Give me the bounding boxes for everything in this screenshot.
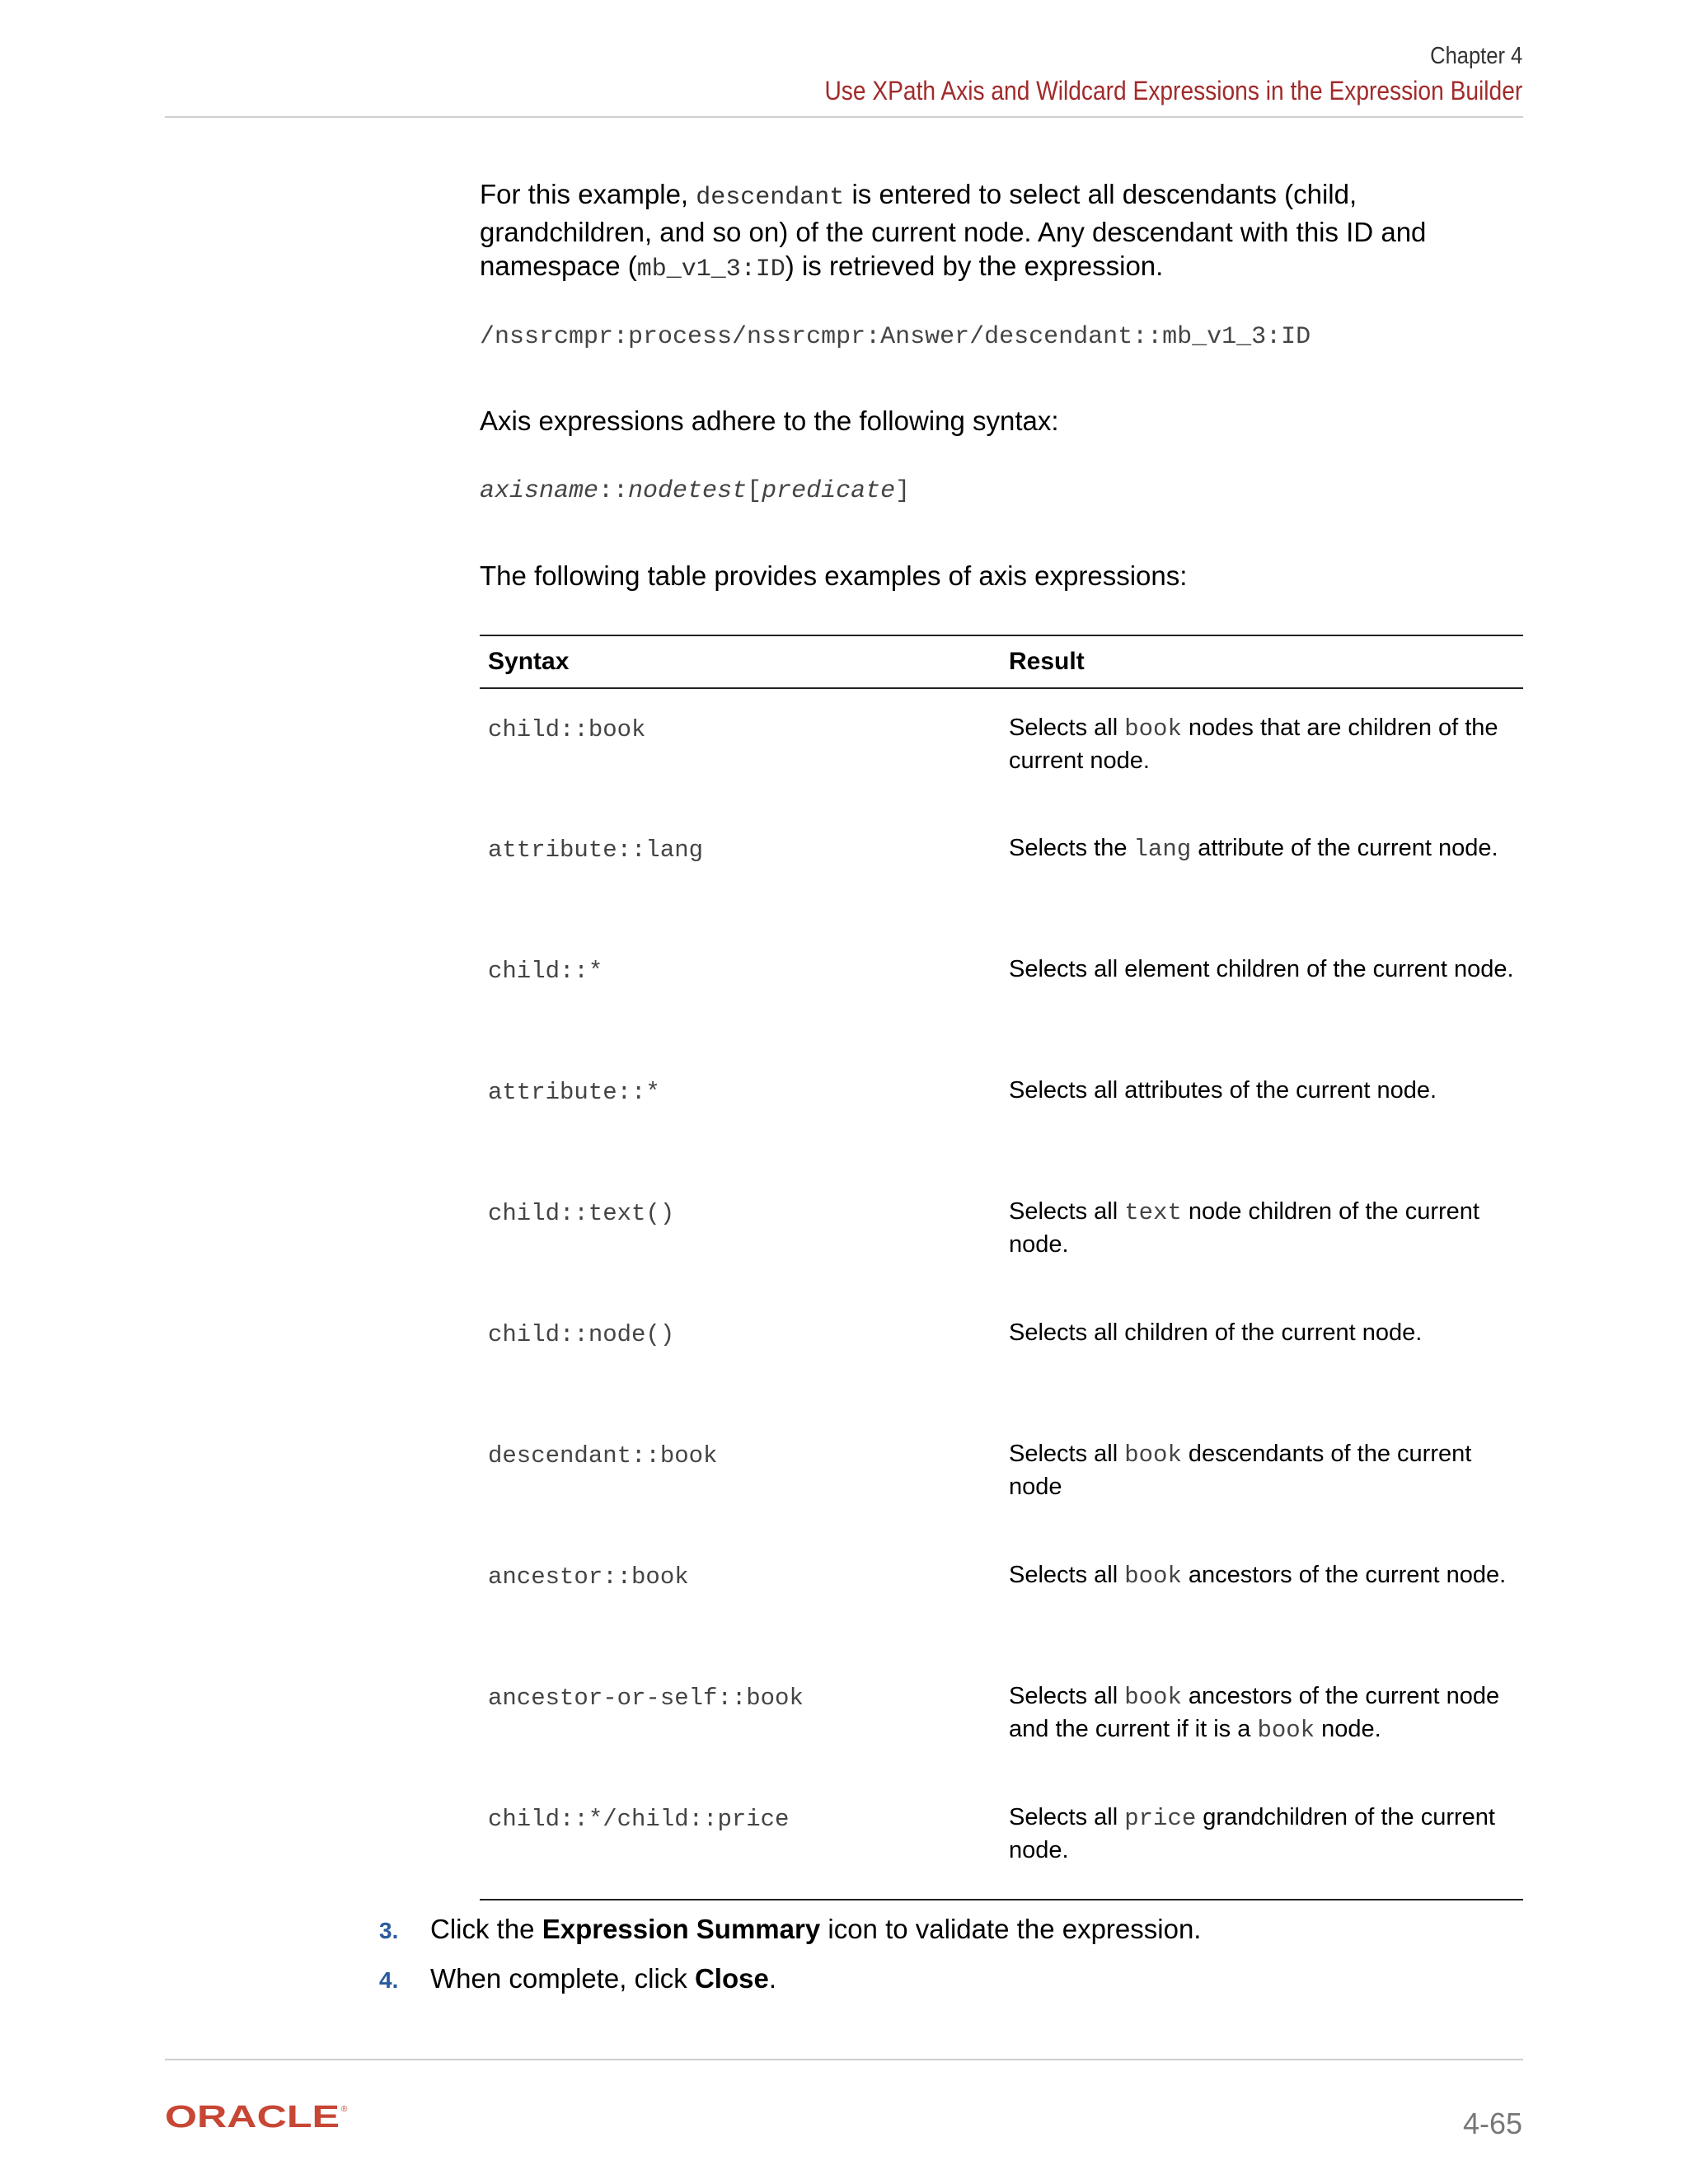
header-result: Result [1001,635,1523,688]
header-rule [165,116,1523,118]
syntax-predicate: predicate [762,477,896,505]
table-row [480,1657,1523,1779]
table-row [480,809,1523,930]
table-row [480,1415,1523,1536]
syntax-cell: ancestor::book [488,1563,689,1591]
syntax-intro: Axis expressions adhere to the following syntax: [480,405,1059,436]
syntax-cell: child::node() [488,1321,675,1348]
table-row [480,1052,1523,1173]
intro-text-2: is entered to select all descendants (child, grandchildren, and so on) of the current node. Any descendant with this ID and namespace ( [480,179,1427,281]
table-row [480,1173,1523,1294]
svg-text:ORACLE: ORACLE [165,2100,340,2133]
result-cell: Selects all book ancestors of the current node and the current if it is a book node. [1009,1683,1500,1744]
table-row [480,688,1523,809]
syntax-template [480,477,910,505]
intro-paragraph [480,177,1493,287]
result-cell: Selects all element children of the current node. [1009,956,1514,982]
syntax-cell: child::* [488,958,603,985]
syntax-cell: attribute::lang [488,837,704,864]
intro-text-3: ) is retrieved by the expression. [785,251,1164,281]
page-number: 4-65 [1462,2107,1522,2140]
result-cell: Selects all book nodes that are children of the current node. [1009,715,1498,774]
syntax-axisname: axisname [480,477,599,505]
step-text: Click the Expression Summary icon to validate the expression. [430,1914,1202,1944]
syntax-nodetest: nodetest [628,477,748,505]
oracle-logo [165,2100,354,2137]
syntax-cell: child::*/child::price [480,1779,1001,1900]
result-cell: Selects all text node children of the current node. [1009,1198,1479,1258]
step-number: 3. [379,1918,399,1943]
table-header-row [480,635,1523,688]
footer-rule [165,2059,1523,2060]
list-item [379,1963,1201,2013]
step-text: When complete, click Close. [430,1963,776,1994]
header-syntax: Syntax [480,635,1001,688]
result-cell: Selects the lang attribute of the current node. [1009,835,1498,863]
inline-code-descendant: descendant [696,184,845,212]
syntax-separator: :: [598,477,629,505]
syntax-cell: ancestor-or-self::book [488,1685,804,1712]
table-row [480,1779,1523,1900]
axis-examples-table [480,635,1523,1900]
section-title: Use XPath Axis and Wildcard Expressions in the Expression Builder [824,76,1522,105]
table-row [480,1294,1523,1415]
syntax-cell: attribute::* [488,1079,660,1106]
list-item [379,1914,1201,1963]
svg-text:®: ® [341,2105,348,2114]
table-row [480,1536,1523,1657]
result-cell: Selects all book descendants of the current node [1009,1441,1472,1500]
intro-text-1: For this example, [480,179,689,209]
result-cell: Selects all attributes of the current node. [1009,1077,1437,1104]
chapter-label: Chapter 4 [1429,43,1522,69]
table-intro: The following table provides examples of axis expressions: [480,560,1188,591]
step-number: 4. [379,1967,399,1993]
table-row [480,930,1523,1052]
result-cell: Selects all children of the current node. [1009,1319,1423,1346]
syntax-cell: child::text() [488,1200,675,1227]
syntax-open-bracket: [ [747,477,762,505]
oracle-logo-mark [165,2100,354,2133]
syntax-cell: descendant::book [488,1442,718,1469]
result-cell: Selects all book ancestors of the current node. [1009,1562,1507,1590]
page-header [729,40,1522,109]
inline-code-namespace: mb_v1_3:ID [636,255,785,284]
step-list [379,1914,1201,2013]
example-path: /nssrcmpr:process/nssrcmpr:Answer/descendant::mb_v1_3:ID [480,323,1311,351]
result-cell: Selects all price grandchildren of the current node. [1001,1779,1523,1900]
syntax-close-bracket: ] [895,477,911,505]
syntax-cell: child::book [488,716,646,743]
